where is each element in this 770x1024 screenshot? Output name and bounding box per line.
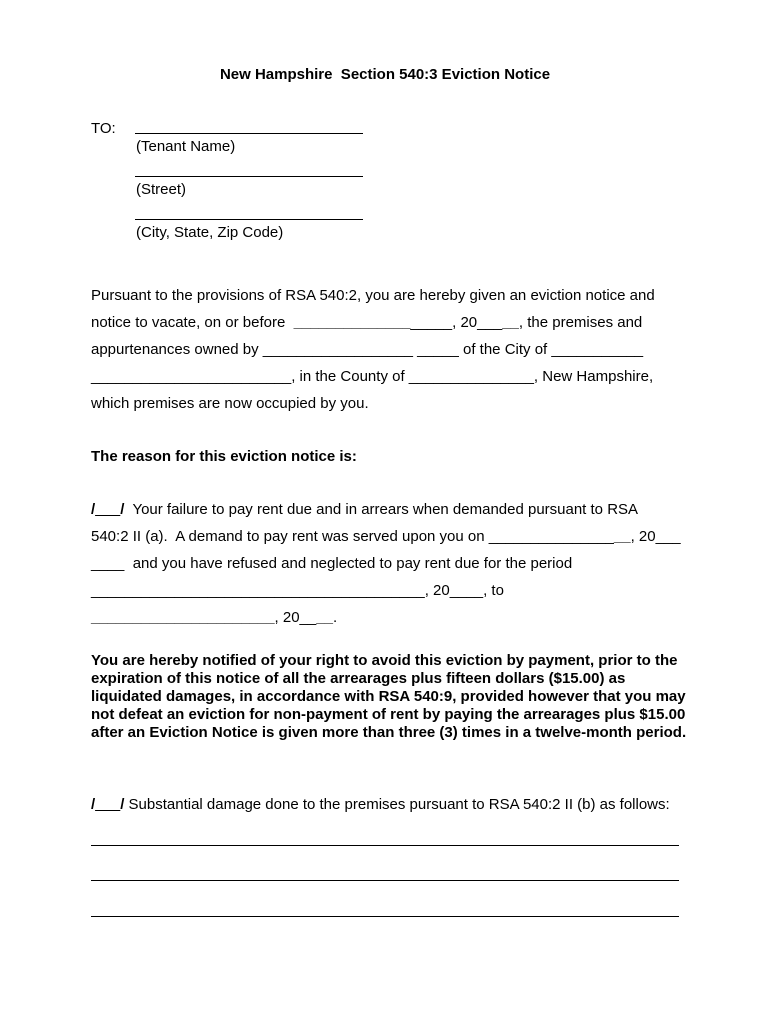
period-end-blank[interactable]: ______________________ [91,609,275,626]
pursuant-line-5: which premises are now occupied by you. [91,395,369,412]
pursuant-line-2e: , the premises and [518,314,643,331]
reason2-line [91,796,670,814]
city-state-zip-line[interactable] [135,219,363,220]
reason1-line-4 [91,582,504,600]
damage-description-line-2[interactable] [91,880,679,881]
reason2-mark-close: / [120,796,125,813]
pursuant-line-1: Pursuant to the provisions of RSA 540:2, you are hereby given an eviction notice and [91,287,655,304]
reason2-mark-open: / [91,796,96,813]
to-label: TO: [91,120,116,137]
document-title: New Hampshire Section 540:3 Eviction Notice [219,66,551,83]
pursuant-line-4: ________________________, in the County of _______________, New Hampshire, [91,368,654,385]
reason1-line-3: ____ and you have refused and neglected to pay rent due for the period [91,555,573,572]
reason1-line-1 [91,501,638,519]
reason2-text: Substantial damage done to the premises pursuant to RSA 540:2 II (b) as follows: [124,796,670,813]
reason1-mark-open: / [91,501,96,518]
period-end-year-blank[interactable]: __ [316,609,333,626]
street-label: (Street) [136,181,187,198]
reason1-text-5d: . [332,609,338,626]
reason1-text-1: Your failure to pay rent due and in arrears when demanded pursuant to RSA [124,501,639,518]
damage-description-line-1[interactable] [91,845,679,846]
tenant-name-line[interactable] [135,133,363,134]
reason-heading: The reason for this eviction notice is: [91,448,357,465]
vacate-date-blank[interactable]: ______________ [293,314,411,331]
pursuant-line-2 [91,314,642,332]
period-start-blank-a[interactable]: ______________ [91,582,208,599]
reason1-checkbox[interactable]: ___ [95,501,121,518]
reason1-text-2a: 540:2 II (a). A demand to pay rent was served upon you on _______________ [91,528,614,545]
street-line[interactable] [135,176,363,177]
reason2-checkbox[interactable]: ___ [95,796,121,813]
reason1-line-5 [91,609,337,627]
pursuant-line-3: appurtenances owned by __________________ _____ of the City of ___________ [91,341,644,358]
pursuant-line-2c: _____, 20___ [410,314,503,331]
pursuant-line-2a: notice to vacate, on or before [91,314,294,331]
damage-description-line-3[interactable] [91,916,679,917]
payment-notice: You are hereby notified of your right to avoid this eviction by payment, prior to the expiration of this notice of all the arrearages plus fifteen dollars ($15.00) as liquidated damages, in accordance with RSA 540:9, provided however that you may not defeat an eviction for non-payment of rent by paying the arrearages plus $15.00 after an Eviction Notice is given more than three (3) times in a twelve-month period. [91,652,687,741]
city-state-zip-label: (City, State, Zip Code) [136,224,284,241]
reason1-text-5b: , 20__ [274,609,317,626]
demand-date-blank[interactable]: __ [613,528,631,545]
reason1-mark-close: / [120,501,125,518]
reason1-text-2c: , 20___ [630,528,681,545]
reason1-line-2 [91,528,681,546]
period-start-blank-b[interactable]: __________________________, 20____, to [207,582,504,599]
tenant-name-label: (Tenant Name) [136,138,236,155]
vacate-year-blank[interactable]: __ [502,314,519,331]
